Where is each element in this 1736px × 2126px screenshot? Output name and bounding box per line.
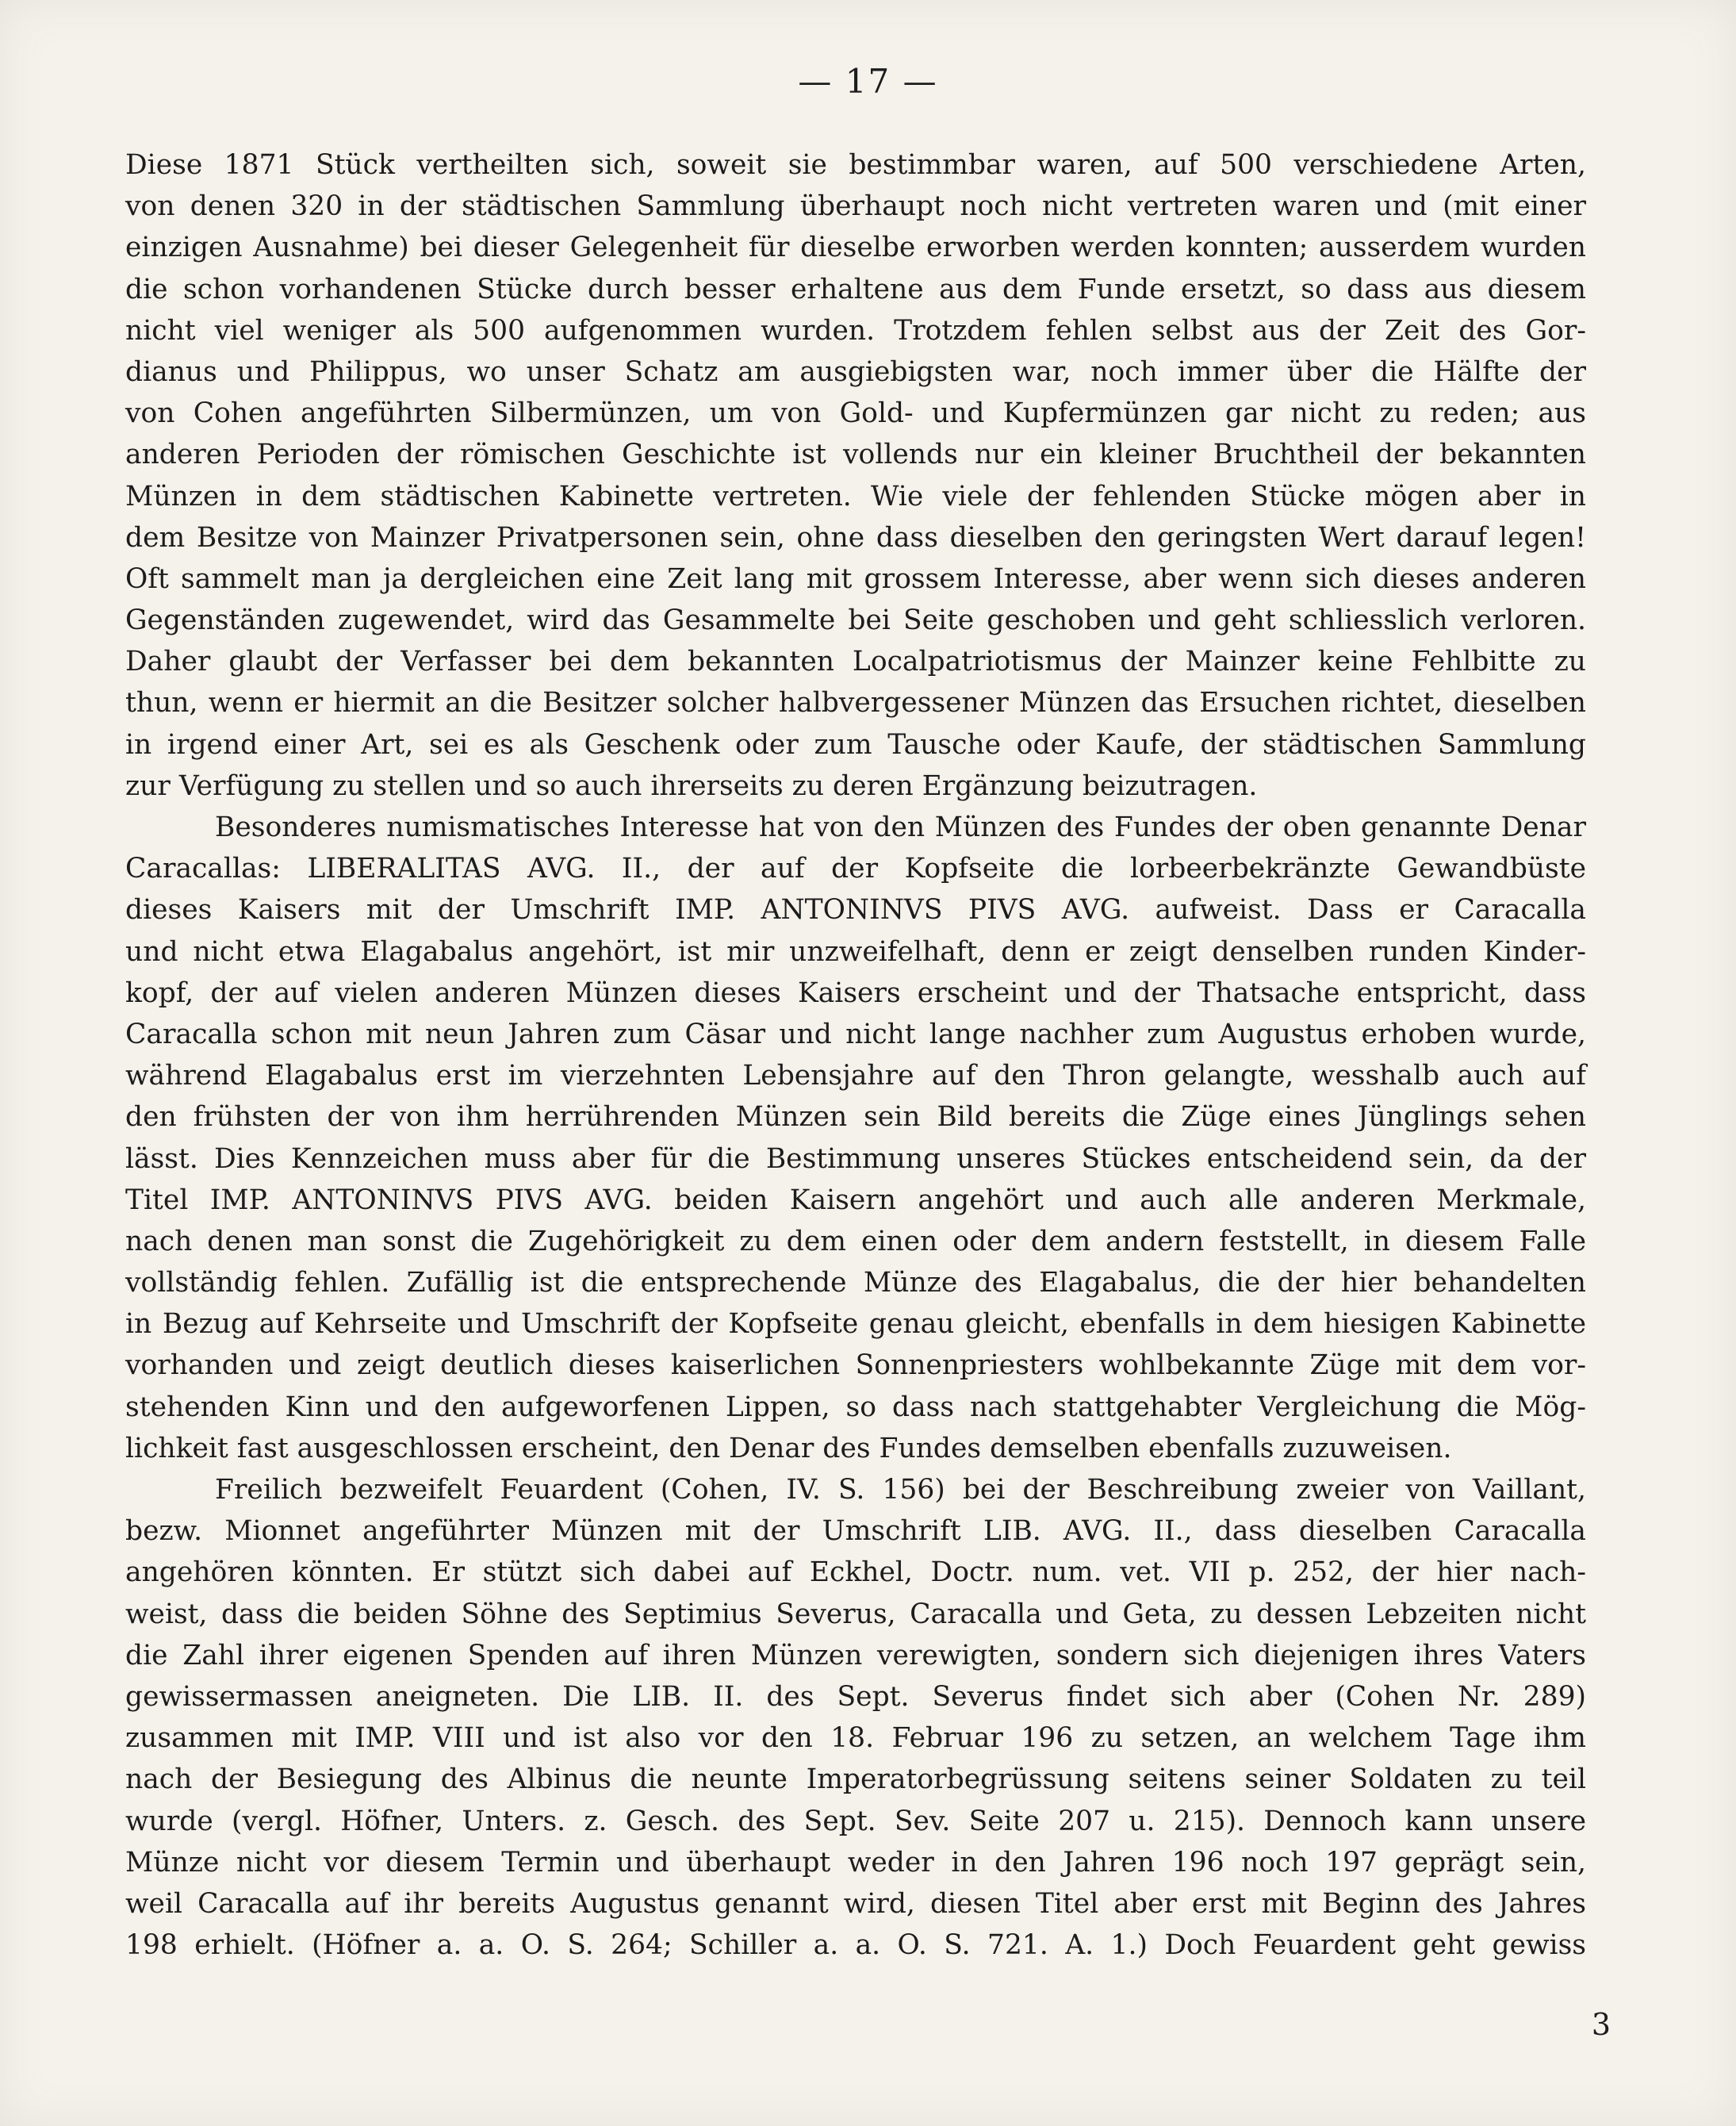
text-line: wurde (vergl. Höfner, Unters. z. Gesch. des Sept. Sev. Seite 207 u. 215). Dennoch kann unsere <box>125 1805 1586 1837</box>
text-line: dianus und Philippus, wo unser Schatz am ausgiebigsten war, noch immer über die Hälfte der <box>125 355 1586 388</box>
text-line: vollständig fehlen. Zufällig ist die entsprechende Münze des Elagabalus, die der hier behandelten <box>125 1267 1586 1299</box>
text-line: Gegenständen zugewendet, wird das Gesammelte bei Seite geschoben und geht schliesslich verloren. <box>125 604 1586 637</box>
text-line: stehenden Kinn und den aufgeworfenen Lippen, so dass nach stattgehabter Vergleichung die Mög- <box>125 1391 1586 1423</box>
text-line: angehören könnten. Er stützt sich dabei auf Eckhel, Doctr. num. vet. VII p. 252, der hier nach- <box>125 1556 1586 1589</box>
page-number-header: — 17 — <box>798 62 938 101</box>
text-line: in Bezug auf Kehrseite und Umschrift der Kopfseite genau gleicht, ebenfalls in dem hiesigen Kabinette <box>125 1308 1586 1341</box>
text-line: die Zahl ihrer eigenen Spenden auf ihren Münzen verewigten, sondern sich diejenigen ihres Vaters <box>125 1639 1586 1671</box>
text-line: vorhanden und zeigt deutlich dieses kaiserlichen Sonnenpriesters wohlbekannte Züge mit dem vor- <box>125 1349 1586 1382</box>
text-line: die schon vorhandenen Stücke durch besser erhaltene aus dem Funde ersetzt, so dass aus diesem <box>125 273 1586 305</box>
text-line: kopf, der auf vielen anderen Münzen dieses Kaisers erscheint und der Thatsache entspricht, dass <box>125 977 1586 1009</box>
text-line: Diese 1871 Stück vertheilten sich, soweit sie bestimmbar waren, auf 500 verschiedene Arten, <box>125 149 1586 181</box>
text-line: Titel IMP. ANTONINVS PIVS AVG. beiden Kaisern angehört und auch alle anderen Merkmale, <box>125 1184 1586 1216</box>
text-line: einzigen Ausnahme) bei dieser Gelegenheit für dieselbe erworben werden konnten; ausserdem wurden <box>125 232 1586 264</box>
text-line: von Cohen angeführten Silbermünzen, um von Gold- und Kupfermünzen gar nicht zu reden; aus <box>125 397 1586 430</box>
text-line: während Elagabalus erst im vierzehnten Lebensjahre auf den Thron gelangte, wesshalb auch auf <box>125 1060 1586 1092</box>
text-line: zusammen mit IMP. VIII und ist also vor den 18. Februar 196 zu setzen, an welchem Tage ihm <box>125 1722 1586 1755</box>
text-line: nach denen man sonst die Zugehörigkeit zu dem einen oder dem andern feststellt, in diesem Falle <box>125 1225 1586 1257</box>
paragraph-2 <box>125 807 1586 1469</box>
text-line: nicht viel weniger als 500 aufgenommen wurden. Trotzdem fehlen selbst aus der Zeit des Gor- <box>125 314 1586 347</box>
text-line: den frühsten der von ihm herrührenden Münzen sein Bild bereits die Züge eines Jünglings sehen <box>125 1101 1586 1134</box>
text-line: in irgend einer Art, sei es als Geschenk oder zum Tausche oder Kaufe, der städtischen Sammlung <box>125 728 1586 761</box>
text-line: dem Besitze von Mainzer Privatpersonen sein, ohne dass dieselben den geringsten Wert darauf legen! <box>125 521 1586 554</box>
text-line: nach der Besiegung des Albinus die neunte Imperatorbegrüssung seitens seiner Soldaten zu teil <box>125 1763 1586 1796</box>
text-line: Oft sammelt man ja dergleichen eine Zeit lang mit grossem Interesse, aber wenn sich dieses anderen <box>125 562 1586 595</box>
text-line: Caracallas: LIBERALITAS AVG. II., der auf der Kopfseite die lorbeerbekränzte Gewandbüste <box>125 853 1586 885</box>
text-line: Daher glaubt der Verfasser bei dem bekannten Localpatriotismus der Mainzer keine Fehlbitte zu <box>125 646 1586 678</box>
text-line: lässt. Dies Kennzeichen muss aber für die Bestimmung unseres Stückes entscheidend sein, da der <box>125 1142 1586 1175</box>
body-text <box>125 144 1586 1966</box>
text-line: Münze nicht vor diesem Termin und überhaupt weder in den Jahren 196 noch 197 geprägt sein, <box>125 1846 1586 1878</box>
text-line: Freilich bezweifelt Feuardent (Cohen, IV. S. 156) bei der Beschreibung zweier von Vaillant, <box>215 1474 1586 1506</box>
text-line: und nicht etwa Elagabalus angehört, ist mir unzweifelhaft, denn er zeigt denselben runden Kinder- <box>125 935 1586 968</box>
text-line: bezw. Mionnet angeführter Münzen mit der Umschrift LIB. AVG. II., dass dieselben Caracalla <box>125 1515 1586 1548</box>
text-line: von denen 320 in der städtischen Sammlung überhaupt noch nicht vertreten waren und (mit einer <box>125 190 1586 223</box>
text-line: Münzen in dem städtischen Kabinette vertreten. Wie viele der fehlenden Stücke mögen aber in <box>125 480 1586 512</box>
text-line: weist, dass die beiden Söhne des Septimius Severus, Caracalla und Geta, zu dessen Lebzeiten nicht <box>125 1598 1586 1630</box>
text-line: anderen Perioden der römischen Geschichte ist vollends nur ein kleiner Bruchtheil der bekannten <box>125 439 1586 471</box>
text-line: weil Caracalla auf ihr bereits Augustus genannt wird, diesen Titel aber erst mit Beginn des Jahres <box>125 1887 1586 1920</box>
text-line: Caracalla schon mit neun Jahren zum Cäsar und nicht lange nachher zum Augustus erhoben wurde, <box>125 1018 1586 1050</box>
paragraph-1 <box>125 144 1586 807</box>
text-line: gewissermassen aneigneten. Die LIB. II. des Sept. Severus findet sich aber (Cohen Nr. 289) <box>125 1680 1586 1713</box>
signature-mark: 3 <box>1591 2007 1611 2042</box>
text-line: Besonderes numismatisches Interesse hat von den Münzen des Fundes der oben genannte Denar <box>215 812 1586 843</box>
text-line: dieses Kaisers mit der Umschrift IMP. ANTONINVS PIVS AVG. aufweist. Dass er Caracalla <box>125 894 1586 927</box>
text-line: thun, wenn er hiermit an die Besitzer solcher halbvergessener Münzen das Ersuchen richtet, dieselben <box>125 687 1586 720</box>
text-line: zur Verfügung zu stellen und so auch ihrerseits zu deren Ergänzung beizutragen. <box>125 769 1258 802</box>
text-line: 198 erhielt. (Höfner a. a. O. S. 264; Schiller a. a. O. S. 721. A. 1.) Doch Feuardent geht gewiss <box>125 1929 1586 1962</box>
paragraph-3 <box>125 1469 1586 1966</box>
text-line: lichkeit fast ausgeschlossen erscheint, den Denar des Fundes demselben ebenfalls zuzuweisen. <box>125 1432 1452 1464</box>
